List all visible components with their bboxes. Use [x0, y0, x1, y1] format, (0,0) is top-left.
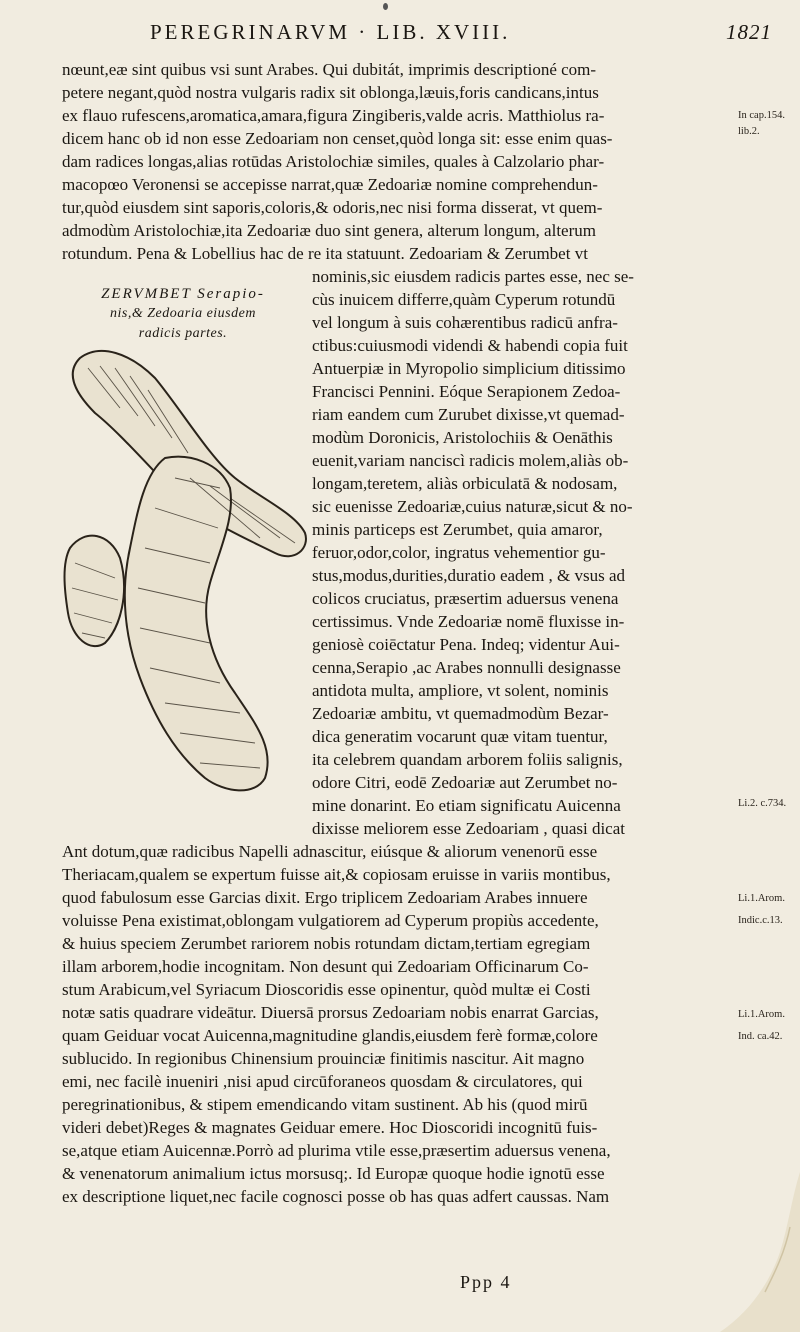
- margin-note: Ind. ca.42.: [738, 1031, 783, 1042]
- text-line: quam Geiduar vocat Auicenna,magnitudine glandis,eiusdem ferè formæ,colore: [62, 1026, 598, 1045]
- text-line: longam,teretem, aliàs orbiculatā & nodosam,: [312, 474, 618, 493]
- text-line: emi, nec facilè inueniri ,nisi apud circūforaneos quosdam & circulatores, qui: [62, 1072, 583, 1091]
- text-line: rotundum. Pena & Lobellius hac de re ita statuunt. Zedoariam & Zerumbet vt: [62, 244, 588, 263]
- margin-note: Indic.c.13.: [738, 915, 783, 926]
- ink-dot: [383, 3, 388, 10]
- text-line: se,atque etiam Auicennæ.Porrò ad plurima vtile esse,præsertim aduersus venena,: [62, 1141, 611, 1160]
- text-line: euenit,variam nanciscì radicis molem,aliàs ob-: [312, 451, 629, 470]
- running-title: PEREGRINARVM · LIB. XVIII.: [150, 20, 511, 44]
- text-line: peregrinationibus, & stipem emendicando vitam sustinent. Ab his (quod mirū: [62, 1095, 588, 1114]
- zerumbet-root-woodcut-icon: [60, 338, 315, 798]
- text-line: antidota multa, ampliore, vt solent, nominis: [312, 681, 609, 700]
- signature-mark: Ppp 4: [460, 1272, 512, 1292]
- text-line: odore Citri, eodē Zedoariæ aut Zerumbet no-: [312, 773, 618, 792]
- text-line: Antuerpiæ in Myropolio simplicium ditissimo: [312, 359, 626, 378]
- text-line: petere negant,quòd nostra vulgaris radix sit oblonga,læuis,foris candicans,intus: [62, 83, 599, 102]
- text-line: Ant dotum,quæ radicibus Napelli adnascitur, eiúsque & aliorum venenorū esse: [62, 842, 598, 861]
- margin-note: Li.1.Arom.: [738, 1009, 785, 1020]
- margin-note: lib.2.: [738, 126, 760, 137]
- text-line: sublucido. In regionibus Chinensium prouinciæ finitimis nascitur. Ait magno: [62, 1049, 585, 1068]
- text-line: geniosè coiēctatur Pena. Indeq; videntur Aui-: [312, 635, 620, 654]
- text-line: riam eandem cum Zurubet dixisse,vt quemad-: [312, 405, 625, 424]
- caption-line: ZERVMBET Serapio-: [101, 286, 265, 302]
- text-line: dixisse meliorem esse Zedoariam , quasi dicat: [312, 819, 625, 838]
- text-line: & huius speciem Zerumbet rariorem nobis rotundam dictam,tertiam egregiam: [62, 934, 591, 953]
- paper-stain-icon: [680, 1172, 800, 1332]
- text-line: minis particeps est Zerumbet, quia amaror,: [312, 520, 603, 539]
- margin-note: Li.2. c.734.: [738, 798, 787, 809]
- text-line: Francisci Pennini. Eóque Serapionem Zedoa-: [312, 382, 621, 401]
- text-line: Zedoariæ ambitu, vt quemadmodùm Bezar-: [312, 704, 609, 723]
- text-line: & venenatorum animalium ictus morsusq;. Id Europæ quoque hodie ignotū esse: [62, 1164, 605, 1183]
- text-line: videri debet)Reges & magnates Geiduar emere. Hoc Dioscoridi incognitū fuis-: [62, 1118, 598, 1137]
- text-line: cenna,Serapio ,ac Arabes nonnulli designasse: [312, 658, 621, 677]
- text-line: admodùm Aristolochiæ,ita Zedoariæ duo sint genera, alterum longum, alterum: [62, 221, 596, 240]
- text-line: tur,quòd eiusdem sint saporis,coloris,& odoris,nec nisi forma disserat, vt quem-: [62, 198, 603, 217]
- text-line: quod fabulosum esse Garcias dixit. Ergo triplicem Zedoariam Arabes innuere: [62, 888, 588, 907]
- text-line: cùs inuicem differre,quàm Cyperum rotundū: [312, 290, 616, 309]
- margin-note: In cap.154.: [738, 110, 785, 121]
- text-line: dicem hanc ob id non esse Zedoariam non censet,quòd longa sit: esse enim quas-: [62, 129, 613, 148]
- text-line: Theriacam,qualem se expertum fuisse ait,& copiosam eruisse in variis montibus,: [62, 865, 611, 884]
- text-line: modùm Doronicis, Aristolochiis & Oenāthis: [312, 428, 613, 447]
- text-line: ex flauo rufescens,aromatica,amara,figura Zingiberis,valde acris. Matthiolus ra-: [62, 106, 605, 125]
- text-line: feruor,odor,color, ingratus vehementior gu-: [312, 543, 606, 562]
- text-line: dica generatim vocarunt quæ vitam tuentur,: [312, 727, 608, 746]
- text-line: dam radices longas,alias rotūdas Aristolochiæ similes, quales à Calzolario phar-: [62, 152, 605, 171]
- text-line: certissimus. Vnde Zedoariæ nomē fluxisse in-: [312, 612, 625, 631]
- text-line: nœunt,eæ sint quibus vsi sunt Arabes. Qui dubitát, imprimis descriptioné com-: [62, 60, 597, 79]
- text-line: mine donarint. Eo etiam significatu Auicenna: [312, 796, 621, 815]
- text-line: illam arborem,hodie incognitam. Non desunt qui Zedoariam Officinarum Co-: [62, 957, 589, 976]
- text-line: sic euenisse Zedoariæ,cuius naturæ,sicut & no-: [312, 497, 633, 516]
- running-header: [150, 20, 790, 45]
- figure-caption: [58, 284, 308, 344]
- text-line: stus,modus,durities,duratio eadem , & vsus ad: [312, 566, 626, 585]
- caption-line: nis,& Zedoaria eiusdem: [110, 306, 256, 321]
- text-line: ctibus:cuiusmodi videndi & habendi copia fuit: [312, 336, 628, 355]
- text-line: notæ satis quadrare videātur. Diuersā prorsus Zedoariam nobis enarrat Garcias,: [62, 1003, 599, 1022]
- folio-number: 1821: [726, 20, 772, 44]
- text-line: colicos cruciatus, præsertim aduersus venena: [312, 589, 619, 608]
- text-line: stum Arabicum,vel Syriacum Dioscoridis esse opinentur, quòd multæ ei Costi: [62, 980, 591, 999]
- text-line: ex descriptione liquet,nec facile cognosci posse ob has quas adfert caussas. Nam: [62, 1187, 610, 1206]
- margin-note: Li.1.Arom.: [738, 893, 785, 904]
- caption-line: radicis partes.: [138, 326, 228, 341]
- text-line: nominis,sic eiusdem radicis partes esse, nec se-: [312, 267, 634, 286]
- text-line: voluisse Pena existimat,oblongam vulgatiorem ad Cyperum propiùs accedente,: [62, 911, 599, 930]
- text-line: ita celebrem quandam arborem foliis salignis,: [312, 750, 623, 769]
- text-line: vel longum à suis cohærentibus radicū anfra-: [312, 313, 618, 332]
- text-line: macopœo Veronensi se accepisse narrat,quæ Zedoariæ nomine comprehendun-: [62, 175, 598, 194]
